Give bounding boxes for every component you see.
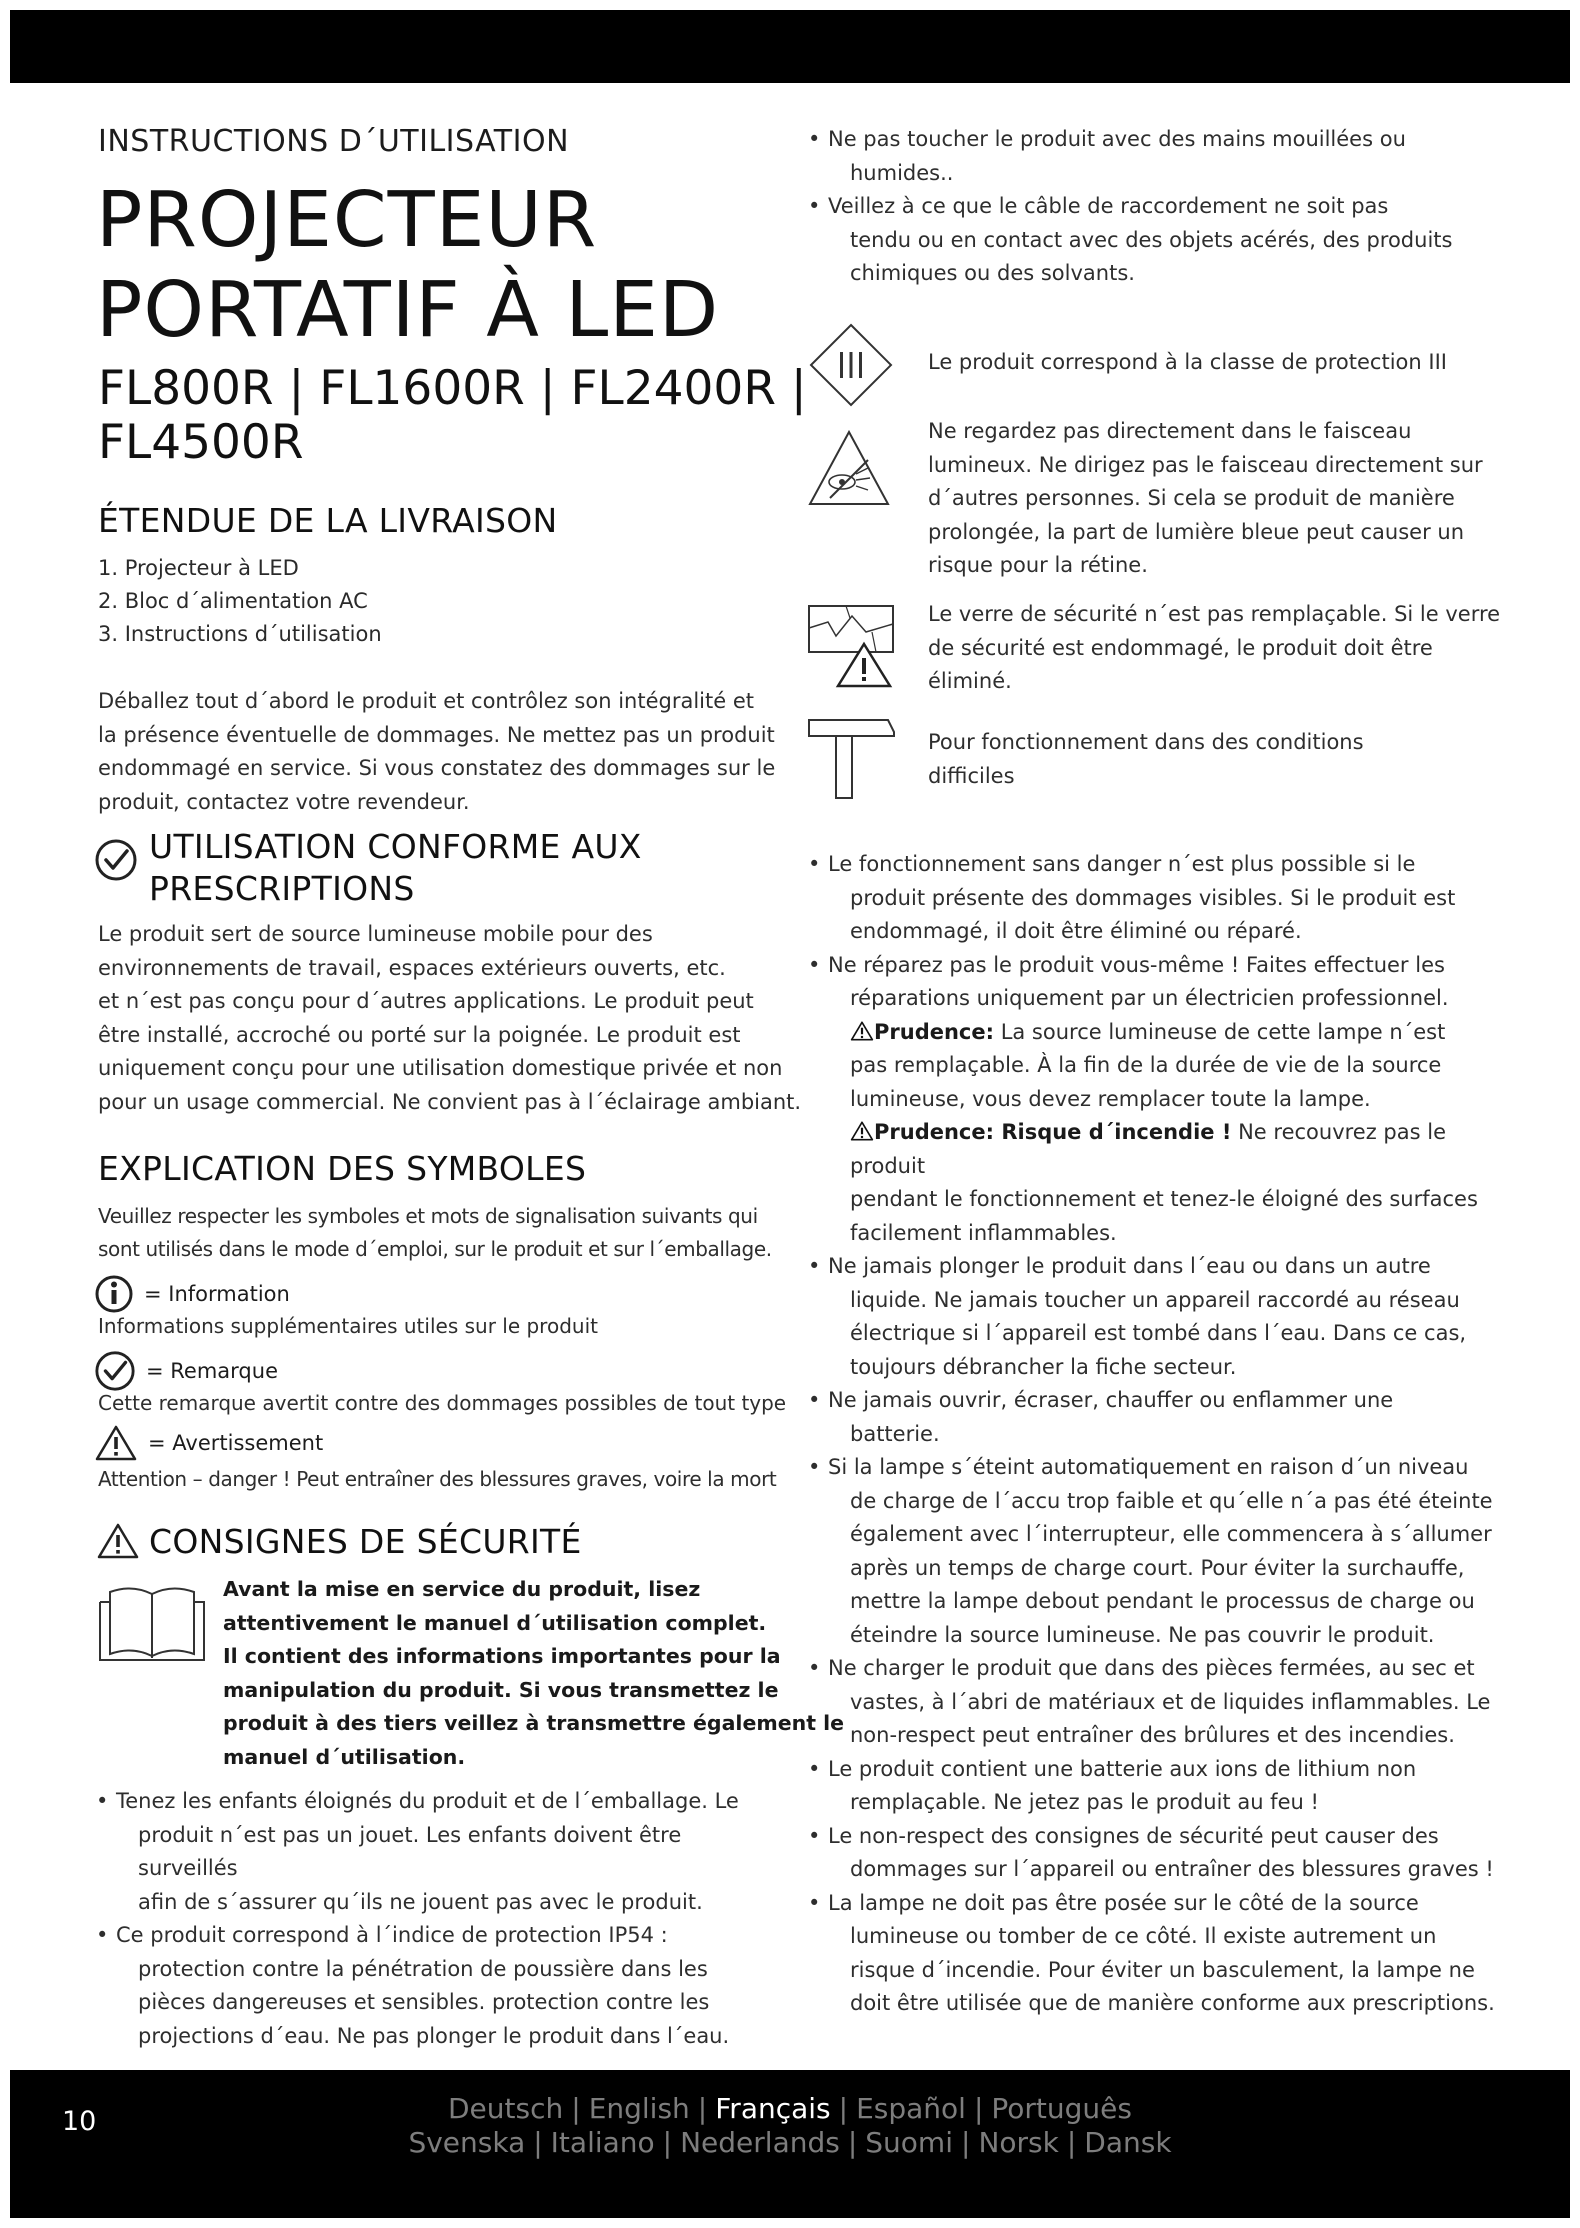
text-line: difficiles	[928, 763, 1015, 788]
delivery-list	[98, 552, 382, 651]
text-line: endommagé, il doit être éliminé ou réparé.	[850, 919, 1302, 943]
text-line: facilement inflammables.	[850, 1220, 1117, 1245]
text-line: remplaçable. Ne jetez pas le produit au feu !	[850, 1790, 1319, 1814]
text-line: risque pour la rétine.	[928, 553, 1148, 577]
list-item	[808, 1384, 1508, 1451]
list-item	[808, 123, 1508, 190]
text-line: • Le non-respect des consignes de sécurité peut causer des	[828, 1823, 1439, 1848]
language-link-suomi[interactable]: Suomi	[865, 2126, 953, 2159]
warning-symbol-row	[94, 1424, 323, 1462]
info-desc: Informations supplémentaires utiles sur le produit	[98, 1314, 598, 1338]
warning-label: = Avertissement	[148, 1431, 324, 1455]
text-line: • Ne pas toucher le produit avec des mains mouillées ou	[828, 127, 1406, 151]
text-line: • Ne charger le produit que dans des pièces fermées, au sec et	[828, 1656, 1475, 1680]
warning-triangle-icon	[850, 1120, 874, 1142]
caution-label: Prudence: Risque d´incendie !	[874, 1120, 1232, 1144]
text-line: prolongée, la part de lumière bleue peut causer un	[928, 519, 1465, 544]
text-line: lumineuse, vous devez remplacer toute la lampe.	[850, 1086, 1371, 1111]
text-line: produit présente des dommages visibles. Si le produit est	[850, 885, 1456, 910]
note-label: = Remarque	[146, 1359, 278, 1383]
right-top-bullets	[808, 123, 1508, 291]
text-line: chimiques ou des solvants.	[850, 261, 1135, 285]
symbols-heading: EXPLICATION DES SYMBOLES	[98, 1149, 587, 1188]
heading-line-1: UTILISATION CONFORME AUX	[149, 827, 642, 866]
language-row-1	[10, 2092, 1570, 2126]
language-link-portugues[interactable]: Português	[991, 2092, 1132, 2125]
title-line-1: PROJECTEUR	[96, 176, 598, 265]
model-list	[98, 362, 807, 470]
delivery-intro	[98, 685, 775, 819]
caution-text: Ne recouvrez pas le produit	[850, 1120, 1446, 1178]
text-line: pour un usage commercial. Ne convient pas à l´éclairage ambiant.	[98, 1089, 802, 1114]
list-item	[96, 1919, 776, 2053]
intended-use-text	[98, 918, 801, 1119]
text-line: après un temps de charge court. Pour éviter la surchauffe,	[850, 1555, 1465, 1580]
list-item	[808, 1451, 1508, 1652]
list-item: 1. Projecteur à LED	[98, 556, 299, 580]
text-line: • Ne jamais plonger le produit dans l´eau ou dans un autre	[828, 1254, 1431, 1278]
text-line: vastes, à l´abri de matériaux et de liquides inflammables. Le	[850, 1689, 1491, 1714]
text-line: produit à des tiers veillez à transmettre également le	[223, 1711, 845, 1735]
eye-warning-text	[928, 415, 1483, 583]
note-symbol-row	[94, 1350, 278, 1392]
text-line: être installé, accroché ou porté sur la poignée. Le produit est	[98, 1022, 741, 1047]
separator: |	[961, 2126, 971, 2159]
text-line: de sécurité est endommagé, le produit doit être	[928, 635, 1433, 660]
hammer-rough-service-icon	[806, 714, 896, 800]
book-manual-icon	[96, 1582, 208, 1662]
text-line: endommagé en service. Si vous constatez des dommages sur le	[98, 756, 776, 780]
page-title	[96, 176, 719, 356]
safety-heading: CONSIGNES DE SÉCURITÉ	[149, 1522, 582, 1561]
text-line: batterie.	[850, 1421, 940, 1446]
language-link-espanol[interactable]: Español	[856, 2092, 966, 2125]
text-line: Ne regardez pas directement dans le faisceau	[928, 419, 1412, 443]
heading-line-2: PRESCRIPTIONS	[149, 869, 415, 908]
caution-line	[850, 1116, 1508, 1183]
caution-label: Prudence:	[874, 1019, 995, 1044]
list-item	[808, 1820, 1508, 1887]
symbols-intro	[98, 1200, 772, 1266]
text-line: lumineux. Ne dirigez pas le faisceau directement sur	[928, 452, 1483, 477]
info-symbol-row	[94, 1274, 290, 1314]
check-circle-icon	[94, 1350, 136, 1392]
text-line: Le produit sert de source lumineuse mobile pour des	[98, 922, 653, 946]
page-number: 10	[62, 2106, 97, 2137]
text-line: produit, contactez votre revendeur.	[98, 789, 470, 814]
broken-glass-icon	[806, 602, 896, 690]
text-line: doit être utilisée que de manière conforme aux prescriptions.	[850, 1991, 1495, 2015]
models-line-1: FL800R | FL1600R | FL2400R |	[98, 361, 807, 416]
text-line: • Le fonctionnement sans danger n´est plus possible si le	[828, 852, 1416, 876]
list-item	[808, 848, 1508, 949]
text-line: humides..	[850, 160, 954, 185]
language-switcher	[10, 2092, 1570, 2160]
caution-line	[850, 1016, 1508, 1050]
text-line: manipulation du produit. Si vous transmettez le	[223, 1677, 779, 1702]
separator: |	[847, 2126, 858, 2159]
text-line: • Ce produit correspond à l´indice de protection IP54 :	[116, 1923, 668, 1947]
rough-service-text	[928, 726, 1364, 793]
language-link-francais[interactable]: Français	[715, 2092, 831, 2125]
text-line: également avec l´interrupteur, elle commencera à s´allumer	[850, 1522, 1492, 1546]
language-link-svenska[interactable]: Svenska	[408, 2126, 526, 2159]
top-bar	[10, 10, 1570, 83]
text-line: liquide. Ne jamais toucher un appareil raccordé au réseau	[850, 1287, 1460, 1312]
text-line: • La lampe ne doit pas être posée sur le côté de la source	[828, 1890, 1419, 1915]
text-line: tendu ou en contact avec des objets acérés, des produits	[850, 227, 1453, 252]
text-line: mettre la lampe debout pendant le processus de charge ou	[850, 1589, 1475, 1613]
separator: |	[973, 2092, 984, 2125]
list-item: 2. Bloc d´alimentation AC	[98, 589, 368, 613]
manual-notice	[223, 1573, 844, 1774]
info-label: = Information	[144, 1282, 290, 1306]
separator: |	[838, 2092, 849, 2125]
delivery-heading: ÉTENDUE DE LA LIVRAISON	[98, 501, 558, 540]
text-line: attentivement le manuel d´utilisation complet.	[223, 1610, 767, 1635]
text-line: d´autres personnes. Si cela se produit de manière	[928, 486, 1455, 510]
text-line: et n´est pas conçu pour d´autres applications. Le produit peut	[98, 989, 754, 1013]
models-line-2: FL4500R	[98, 415, 304, 470]
text-line: afin de s´assurer qu´ils ne jouent pas avec le produit.	[138, 1889, 703, 1914]
text-line: lumineuse ou tomber de ce côté. Il existe autrement un	[850, 1924, 1437, 1948]
text-line: Il contient des informations importantes pour la	[223, 1644, 781, 1668]
text-line: Déballez tout d´abord le produit et contrôlez son intégralité et	[98, 689, 754, 713]
text-line: Pour fonctionnement dans des conditions	[928, 730, 1364, 754]
text-line: éteindre la source lumineuse. Ne pas couvrir le produit.	[850, 1622, 1435, 1647]
language-link-italiano[interactable]: Italiano	[550, 2126, 655, 2159]
title-line-2: PORTATIF À LED	[96, 266, 720, 355]
text-line: pas remplaçable. À la fin de la durée de vie de la source	[850, 1053, 1442, 1077]
text-line: manuel d´utilisation.	[223, 1744, 466, 1769]
text-line: • Ne jamais ouvrir, écraser, chauffer ou enflammer une	[828, 1388, 1394, 1412]
text-line: toujours débrancher la fiche secteur.	[850, 1354, 1237, 1379]
text-line: protection contre la pénétration de poussière dans les	[138, 1956, 708, 1981]
text-line: non-respect peut entraîner des brûlures et des incendies.	[850, 1723, 1455, 1747]
doc-label: INSTRUCTIONS D´UTILISATION	[98, 124, 570, 159]
language-link-english[interactable]: English	[588, 2092, 690, 2125]
text-line: Veuillez respecter les symboles et mots de signalisation suivants qui	[98, 1204, 758, 1228]
text-line: éliminé.	[928, 669, 1012, 693]
warning-triangle-icon	[850, 1020, 874, 1042]
text-line: • Veillez à ce que le câble de raccordement ne soit pas	[828, 194, 1389, 218]
text-line: • Tenez les enfants éloignés du produit et de l´emballage. Le	[116, 1789, 739, 1813]
text-line: sont utilisés dans le mode d´emploi, sur le produit et sur l´emballage.	[98, 1237, 772, 1261]
language-link-nederlands[interactable]: Nederlands	[680, 2126, 840, 2159]
text-line: dommages sur l´appareil ou entraîner des blessures graves !	[850, 1857, 1494, 1881]
safety-bullets-right	[808, 848, 1508, 2021]
glass-warning-text	[928, 598, 1500, 699]
protection-class-text: Le produit correspond à la classe de protection III	[928, 350, 1447, 374]
text-line: électrique si l´appareil est tombé dans l´eau. Dans ce cas,	[850, 1321, 1467, 1345]
list-item	[808, 949, 1508, 1251]
list-item	[808, 1250, 1508, 1384]
separator: |	[533, 2126, 543, 2159]
text-line: uniquement conçu pour une utilisation domestique privée et non	[98, 1056, 783, 1080]
text-line: • Si la lampe s´éteint automatiquement en raison d´un niveau	[828, 1455, 1469, 1479]
caution-text: La source lumineuse de cette lampe n´est	[994, 1019, 1446, 1044]
language-link-norsk[interactable]: Norsk	[978, 2126, 1059, 2159]
list-item	[808, 1887, 1508, 2021]
text-line: environnements de travail, espaces extérieurs ouverts, etc.	[98, 955, 726, 980]
list-item	[808, 1753, 1508, 1820]
separator: |	[571, 2092, 581, 2125]
text-line: • Le produit contient une batterie aux ions de lithium non	[828, 1756, 1417, 1781]
language-row-2	[10, 2126, 1570, 2160]
warning-triangle-icon	[96, 1522, 140, 1560]
language-link-dansk[interactable]: Dansk	[1084, 2126, 1172, 2159]
text-line: réparations uniquement par un électricien professionnel.	[850, 986, 1449, 1010]
warning-desc: Attention – danger ! Peut entraîner des blessures graves, voire la mort	[98, 1467, 777, 1491]
separator: |	[662, 2126, 673, 2159]
text-line: la présence éventuelle de dommages. Ne mettez pas un produit	[98, 722, 775, 747]
separator: |	[697, 2092, 708, 2125]
text-line: Avant la mise en service du produit, lisez	[223, 1577, 701, 1601]
text-line: pièces dangereuses et sensibles. protection contre les	[138, 1990, 710, 2014]
info-icon	[94, 1274, 134, 1314]
footer-bar	[10, 2070, 1570, 2218]
list-item	[96, 1785, 776, 1919]
text-line: de charge de l´accu trop faible et qu´elle n´a pas été éteinte	[850, 1488, 1493, 1513]
safety-bullets-left	[96, 1785, 776, 2053]
text-line: Le verre de sécurité n´est pas remplaçable. Si le verre	[928, 602, 1501, 626]
check-circle-icon	[94, 838, 138, 882]
text-line: pendant le fonctionnement et tenez-le éloigné des surfaces	[850, 1187, 1478, 1211]
separator: |	[1066, 2126, 1077, 2159]
text-line: • Ne réparez pas le produit vous-même ! Faites effectuer les	[828, 952, 1445, 977]
text-line: risque d´incendie. Pour éviter un basculement, la lampe ne	[850, 1957, 1475, 1982]
language-link-deutsch[interactable]: Deutsch	[448, 2092, 564, 2125]
do-not-look-into-light-icon	[806, 428, 892, 508]
warning-triangle-icon	[94, 1424, 138, 1462]
note-desc: Cette remarque avertit contre des dommages possibles de tout type	[98, 1391, 787, 1415]
list-item: 3. Instructions d´utilisation	[98, 622, 382, 646]
text-line: produit n´est pas un jouet. Les enfants doivent être surveillés	[138, 1822, 682, 1880]
intended-use-heading	[149, 826, 642, 910]
text-line: projections d´eau. Ne pas plonger le produit dans l´eau.	[138, 2023, 730, 2048]
list-item	[808, 1652, 1508, 1753]
protection-class-3-icon	[808, 322, 894, 408]
list-item	[808, 190, 1508, 291]
